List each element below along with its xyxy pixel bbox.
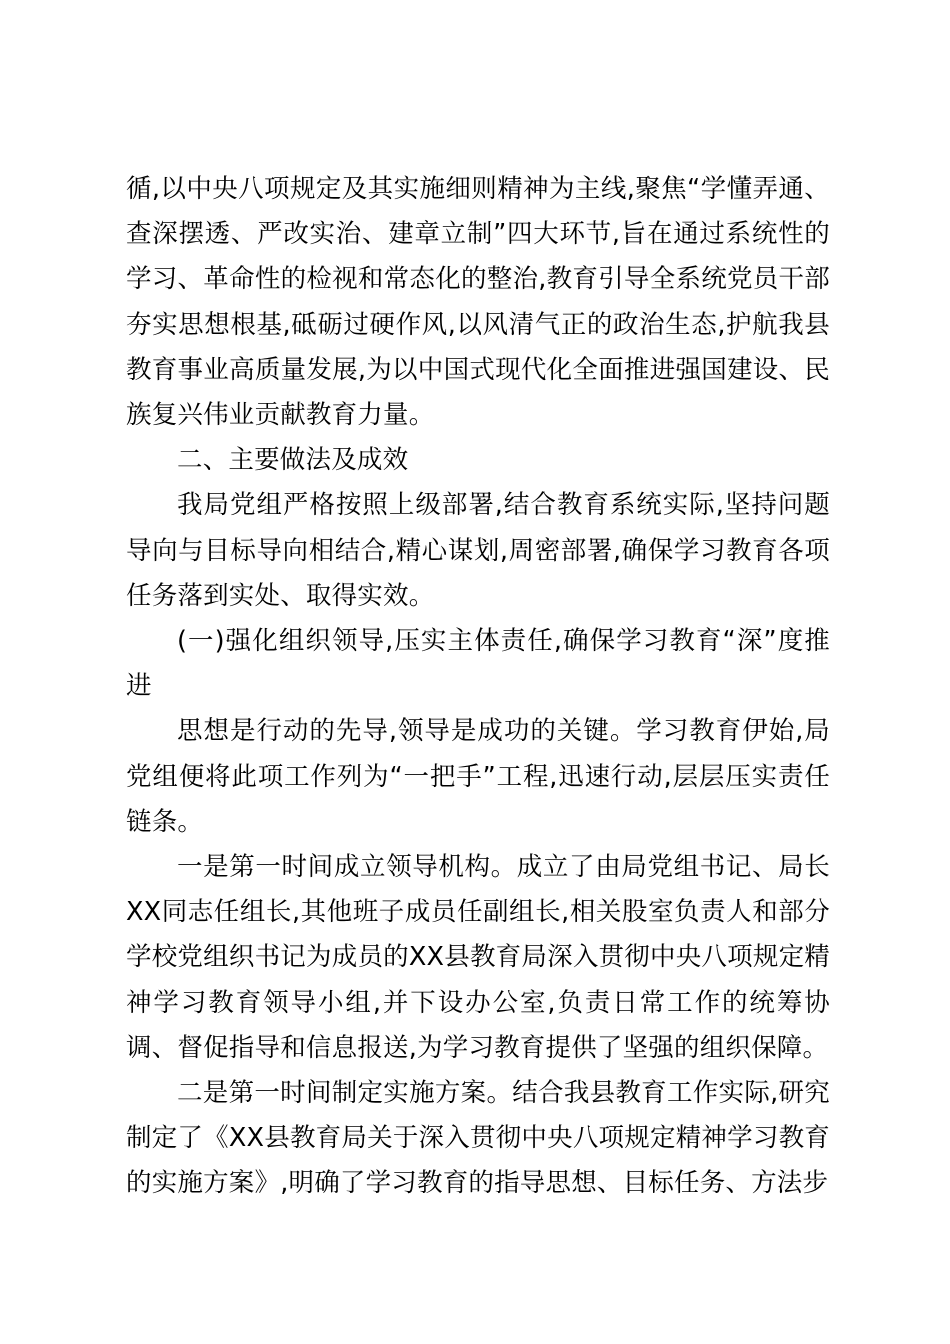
paragraph-point-two: 二是第一时间制定实施方案。结合我县教育工作实际,研究制定了《XX县教育局关于深入贯彻中央八项规定精神学习教育的实施方案》,明确了学习教育的指导思想、目标任务、方法步 <box>126 1078 830 1199</box>
paragraph-overview: 我局党组严格按照上级部署,结合教育系统实际,坚持问题导向与目标导向相结合,精心谋划,周密部署,确保学习教育各项任务落到实处、取得实效。 <box>126 490 830 611</box>
document-body <box>126 167 830 1207</box>
paragraph-point-one: 一是第一时间成立领导机构。成立了由局党组书记、局长XX同志任组长,其他班子成员任副组长,相关股室负责人和部分学校党组织书记为成员的XX县教育局深入贯彻中央八项规定精神学习教育领导小组,并下设办公室,负责日常工作的统筹协调、督促指导和信息报送,为学习教育提供了坚强的组织保障。 <box>126 852 830 1063</box>
subsection-heading: (一)强化组织领导,压实主体责任,确保学习教育“深”度推进 <box>126 626 830 702</box>
paragraph-leadership: 思想是行动的先导,领导是成功的关键。学习教育伊始,局党组便将此项工作列为“一把手”工程,迅速行动,层层压实责任链条。 <box>126 716 830 837</box>
paragraph-continuation: 循,以中央八项规定及其实施细则精神为主线,聚焦“学懂弄通、查深摆透、严改实治、建章立制”四大环节,旨在通过系统性的学习、革命性的检视和常态化的整治,教育引导全系统党员干部夯实思想根基,砥砺过硬作风,以风清气正的政治生态,护航我县教育事业高质量发展,为以中国式现代化全面推进强国建设、民族复兴伟业贡献教育力量。 <box>126 174 830 431</box>
section-heading: 二、主要做法及成效 <box>177 445 409 476</box>
